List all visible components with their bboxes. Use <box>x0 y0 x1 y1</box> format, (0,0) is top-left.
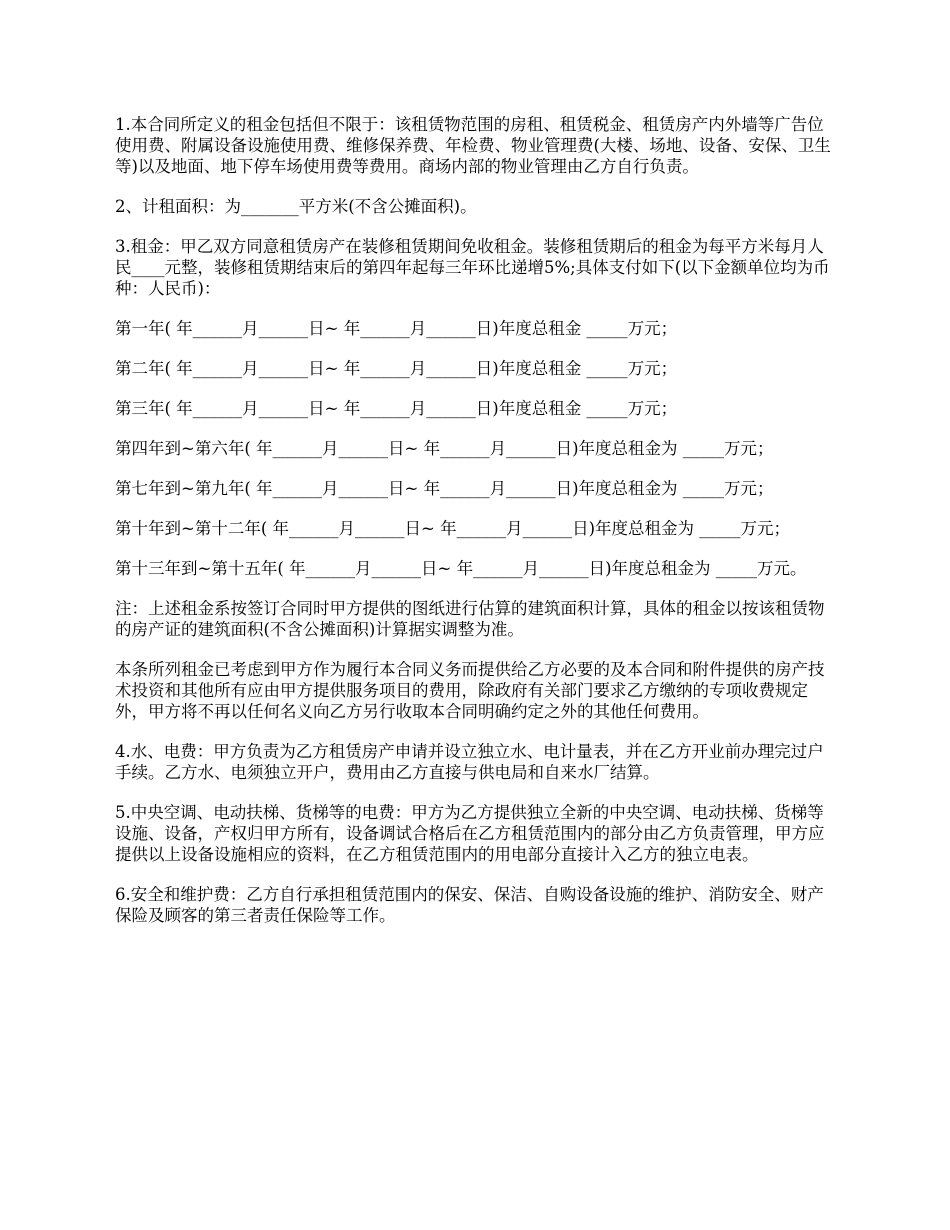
clause-2-rental-area: 2、计租面积：为_______平方米(不含公摊面积)。 <box>115 197 477 216</box>
rent-year-3: 第三年( 年______月______日~ 年______月______日)年度总租金 _____万元； <box>115 399 678 418</box>
document-body <box>115 114 837 945</box>
rent-year-4-6: 第四年到~第六年( 年______月______日~ 年______月______日)年度总租金为 _____万元； <box>115 439 774 458</box>
clause-6-safety-maintenance: 6.安全和维护费：乙方自行承担租赁范围内的保安、保洁、自购设备设施的维护、消防安全、财产保险及顾客的第三者责任保险等工作。 <box>115 885 824 925</box>
clause-1-rent-definition: 1.本合同所定义的租金包括但不限于：该租赁物范围的房租、租赁税金、租赁房产内外墙等广告位使用费、附属设备设施使用费、维修保养费、年检费、物业管理费(大楼、场地、设备、安保、卫生等)以及地面、地下停车场使用费等费用。商场内部的物业管理由乙方自行负责。 <box>115 115 831 176</box>
rent-inclusion-statement: 本条所列租金已考虑到甲方作为履行本合同义务而提供给乙方必要的及本合同和附件提供的房产技术投资和其他所有应由甲方提供服务项目的费用，除政府有关部门要求乙方缴纳的专项收费规定外，甲方将不再以任何名义向乙方另行收取本合同明确约定之外的其他任何费用。 <box>115 660 825 721</box>
clause-3-rent-terms: 3.租金：甲乙双方同意租赁房产在装修租赁期间免收租金。装修租赁期后的租金为每平方米每月人民____元整，装修租赁期结束后的第四年起每三年环比递增5%;具体支付如下(以下金额单位均为币种：人民币)： <box>115 237 830 298</box>
rent-note: 注：上述租金系按签订合同时甲方提供的图纸进行估算的建筑面积计算，具体的租金以按该租赁物的房产证的建筑面积(不含公摊面积)计算据实调整为准。 <box>115 599 825 639</box>
rent-year-10-12: 第十年到~第十二年( 年______月______日~ 年______月______日)年度总租金为 _____万元； <box>115 519 791 538</box>
rent-year-13-15: 第十三年到~第十五年( 年______月______日~ 年______月______日)年度总租金为 _____万元。 <box>115 559 807 578</box>
clause-4-water-electricity: 4.水、电费：甲方负责为乙方租赁房产申请并设立独立水、电计量表，并在乙方开业前办理完过户手续。乙方水、电须独立开户，费用由乙方直接与供电局和自来水厂结算。 <box>115 742 824 782</box>
clause-5-equipment-electricity: 5.中央空调、电动扶梯、货梯等的电费：甲方为乙方提供独立全新的中央空调、电动扶梯、货梯等设施、设备，产权归甲方所有，设备调试合格后在乙方租赁范围内的部分由乙方负责管理，甲方应提供以上设备设施相应的资料，在乙方租赁范围内的用电部分直接计入乙方的独立电表。 <box>115 803 825 864</box>
rent-year-7-9: 第七年到~第九年( 年______月______日~ 年______月______日)年度总租金为 _____万元； <box>115 479 774 498</box>
rent-year-2: 第二年( 年______月______日~ 年______月______日)年度总租金 _____万元； <box>115 359 678 378</box>
rent-year-1: 第一年( 年______月______日~ 年______月______日)年度总租金 _____万元； <box>115 319 678 338</box>
